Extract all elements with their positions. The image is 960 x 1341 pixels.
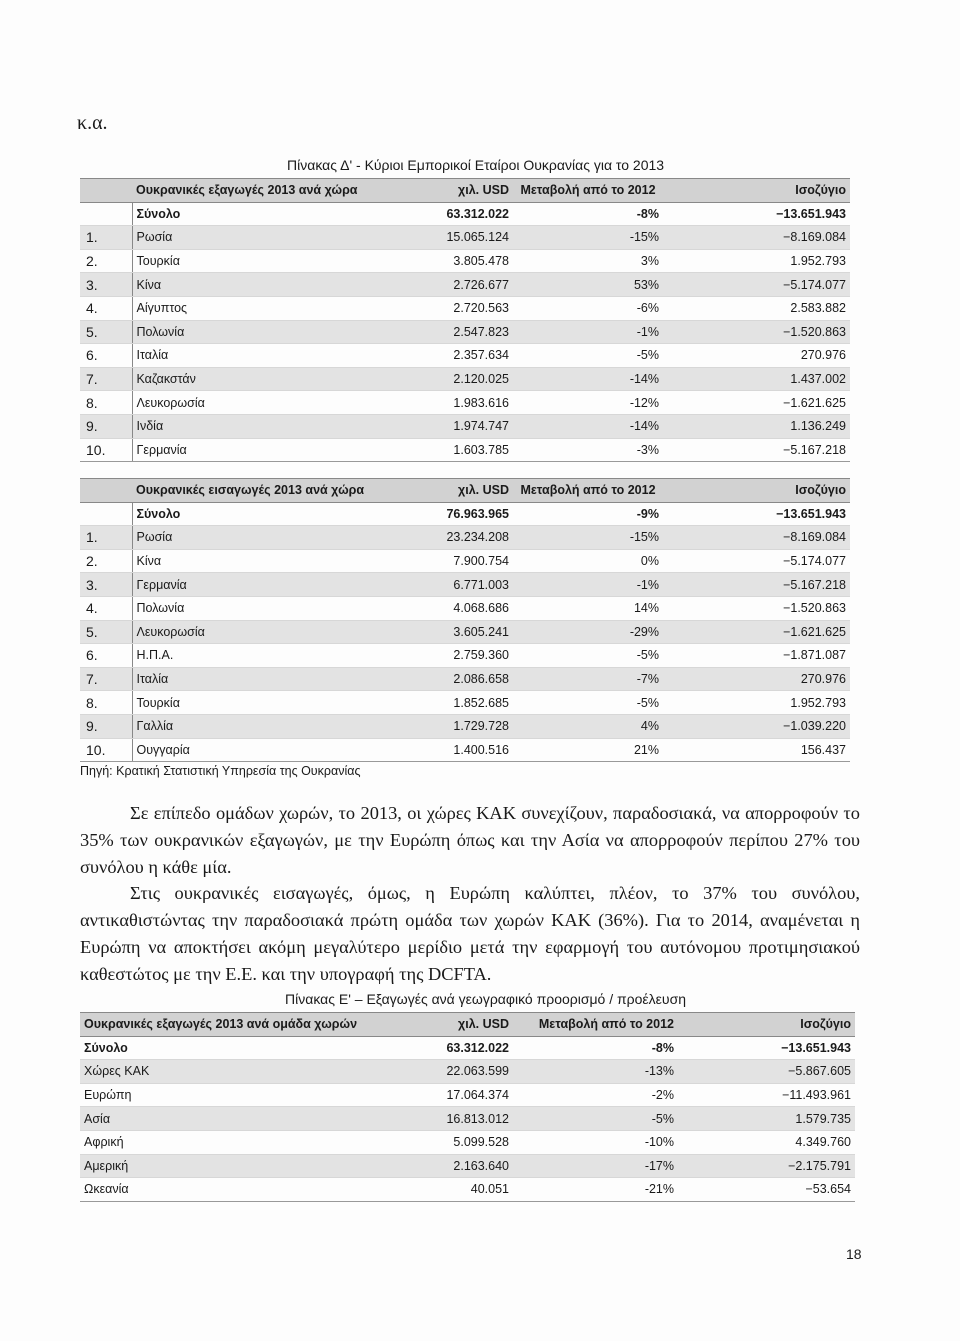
change-cell: 3% xyxy=(513,249,663,273)
balance-cell: −11.493.961 xyxy=(678,1083,855,1107)
table-row xyxy=(80,573,850,597)
value-cell: 22.063.599 xyxy=(408,1060,513,1084)
rank-cell: 1. xyxy=(80,526,132,550)
rank-cell: 9. xyxy=(80,714,132,738)
change-cell: -6% xyxy=(513,296,663,320)
header-cell: Ισοζύγιο xyxy=(663,179,850,203)
rank-cell: 7. xyxy=(80,667,132,691)
change-cell: -13% xyxy=(513,1060,678,1084)
rank-cell: 10. xyxy=(80,438,132,462)
value-cell: 7.900.754 xyxy=(408,549,513,573)
value-cell: 17.064.374 xyxy=(408,1083,513,1107)
balance-cell: 1.952.793 xyxy=(663,249,850,273)
country-cell: Πολωνία xyxy=(132,320,408,344)
change-cell: -5% xyxy=(513,644,663,668)
value-cell: 16.813.012 xyxy=(408,1107,513,1131)
balance-cell: −1.039.220 xyxy=(663,714,850,738)
body-text xyxy=(80,800,860,988)
value-cell: 2.720.563 xyxy=(408,296,513,320)
balance-cell: −1.621.625 xyxy=(663,391,850,415)
table-row xyxy=(80,249,850,273)
value-cell: 3.805.478 xyxy=(408,249,513,273)
change-cell: -12% xyxy=(513,391,663,415)
balance-cell: −5.167.218 xyxy=(663,573,850,597)
country-cell: Κίνα xyxy=(132,549,408,573)
balance-cell: 1.136.249 xyxy=(663,414,850,438)
header-spacer xyxy=(80,479,132,503)
country-cell: Η.Π.Α. xyxy=(132,644,408,668)
value-cell: 76.963.965 xyxy=(408,502,513,526)
country-cell: Ρωσία xyxy=(132,226,408,250)
value-cell: 40.051 xyxy=(408,1178,513,1202)
change-cell: -14% xyxy=(513,367,663,391)
country-cell: Αίγυπτος xyxy=(132,296,408,320)
balance-cell: −1.520.863 xyxy=(663,596,850,620)
table-row xyxy=(80,414,850,438)
value-cell: 2.163.640 xyxy=(408,1154,513,1178)
value-cell: 1.400.516 xyxy=(408,738,513,762)
header-cell: Ουκρανικές εξαγωγές 2013 ανά ομάδα χωρών xyxy=(80,1013,408,1037)
change-cell: -1% xyxy=(513,320,663,344)
table-row xyxy=(80,549,850,573)
label-cell: Σύνολο xyxy=(132,502,408,526)
table-row xyxy=(80,391,850,415)
value-cell: 2.726.677 xyxy=(408,273,513,297)
header-cell: Ουκρανικές εισαγωγές 2013 ανά χώρα xyxy=(132,479,408,503)
country-cell: Γαλλία xyxy=(132,714,408,738)
table-header-row xyxy=(80,1013,855,1037)
group-cell: Ωκεανία xyxy=(80,1178,408,1202)
header-cell: χιλ. USD xyxy=(408,479,513,503)
change-cell: -9% xyxy=(513,502,663,526)
balance-cell: 4.349.760 xyxy=(678,1130,855,1154)
balance-cell: −1.520.863 xyxy=(663,320,850,344)
country-cell: Ουγγαρία xyxy=(132,738,408,762)
balance-cell: −5.867.605 xyxy=(678,1060,855,1084)
table-row xyxy=(80,438,850,462)
table-row xyxy=(80,226,850,250)
table-row xyxy=(80,691,850,715)
country-cell: Κίνα xyxy=(132,273,408,297)
rank-cell: 2. xyxy=(80,549,132,573)
balance-cell: 270.976 xyxy=(663,667,850,691)
change-cell: -5% xyxy=(513,1107,678,1131)
label-cell: Σύνολο xyxy=(80,1036,408,1060)
value-cell: 1.983.616 xyxy=(408,391,513,415)
header-cell: Μεταβολή από το 2012 xyxy=(513,479,663,503)
rank-cell: 7. xyxy=(80,367,132,391)
country-cell: Τουρκία xyxy=(132,249,408,273)
total-row xyxy=(80,202,850,226)
exports-by-region-table xyxy=(80,1012,855,1202)
change-cell: -5% xyxy=(513,344,663,368)
balance-cell: 1.437.002 xyxy=(663,367,850,391)
table-row xyxy=(80,344,850,368)
header-cell: Μεταβολή από το 2012 xyxy=(513,1013,678,1037)
country-cell: Ιταλία xyxy=(132,344,408,368)
rank-cell: 8. xyxy=(80,691,132,715)
table-row xyxy=(80,738,850,762)
change-cell: -15% xyxy=(513,526,663,550)
balance-cell: −8.169.084 xyxy=(663,526,850,550)
table-row xyxy=(80,644,850,668)
balance-cell: 2.583.882 xyxy=(663,296,850,320)
rank-cell: 6. xyxy=(80,644,132,668)
change-cell: -29% xyxy=(513,620,663,644)
balance-cell: −5.167.218 xyxy=(663,438,850,462)
rank-cell xyxy=(80,502,132,526)
table-row xyxy=(80,1154,855,1178)
table-source-note: Πηγή: Κρατική Στατιστική Υπηρεσία της Ουκρανίας xyxy=(80,764,361,778)
table-header-row xyxy=(80,479,850,503)
table-row xyxy=(80,320,850,344)
header-cell: Ισοζύγιο xyxy=(678,1013,855,1037)
body-paragraph: Σε επίπεδο ομάδων χωρών, το 2013, οι χώρες ΚΑΚ συνεχίζουν, παραδοσιακά, να απορροφούν το 35% των ουκρανικών εξαγωγών, με την Ευρώπη όπως και την Ασία να απορροφούν περίπου 27% του συνόλου η κάθε μία. xyxy=(80,803,860,877)
total-row xyxy=(80,1036,855,1060)
table-row xyxy=(80,596,850,620)
table-row xyxy=(80,1107,855,1131)
change-cell: -1% xyxy=(513,573,663,597)
change-cell: -10% xyxy=(513,1130,678,1154)
imports-by-country-table xyxy=(80,478,850,762)
group-cell: Αφρική xyxy=(80,1130,408,1154)
rank-cell: 5. xyxy=(80,620,132,644)
value-cell: 63.312.022 xyxy=(408,202,513,226)
balance-cell: −8.169.084 xyxy=(663,226,850,250)
balance-cell: −13.651.943 xyxy=(678,1036,855,1060)
change-cell: -17% xyxy=(513,1154,678,1178)
balance-cell: 1.579.735 xyxy=(678,1107,855,1131)
value-cell: 3.605.241 xyxy=(408,620,513,644)
balance-cell: −1.621.625 xyxy=(663,620,850,644)
change-cell: 21% xyxy=(513,738,663,762)
table-row xyxy=(80,296,850,320)
page-number: 18 xyxy=(846,1246,862,1262)
value-cell: 2.086.658 xyxy=(408,667,513,691)
table-row xyxy=(80,1060,855,1084)
country-cell: Καζακστάν xyxy=(132,367,408,391)
group-cell: Ασία xyxy=(80,1107,408,1131)
value-cell: 2.357.634 xyxy=(408,344,513,368)
value-cell: 2.759.360 xyxy=(408,644,513,668)
balance-cell: 156.437 xyxy=(663,738,850,762)
balance-cell: 1.952.793 xyxy=(663,691,850,715)
country-cell: Γερμανία xyxy=(132,573,408,597)
rank-cell: 3. xyxy=(80,273,132,297)
value-cell: 63.312.022 xyxy=(408,1036,513,1060)
group-cell: Ευρώπη xyxy=(80,1083,408,1107)
rank-cell: 3. xyxy=(80,573,132,597)
value-cell: 23.234.208 xyxy=(408,526,513,550)
balance-cell: −2.175.791 xyxy=(678,1154,855,1178)
table-row xyxy=(80,273,850,297)
value-cell: 1.729.728 xyxy=(408,714,513,738)
value-cell: 15.065.124 xyxy=(408,226,513,250)
value-cell: 1.974.747 xyxy=(408,414,513,438)
balance-cell: −1.871.087 xyxy=(663,644,850,668)
balance-cell: −5.174.077 xyxy=(663,273,850,297)
header-cell: χιλ. USD xyxy=(408,1013,513,1037)
change-cell: -8% xyxy=(513,202,663,226)
country-cell: Πολωνία xyxy=(132,596,408,620)
rank-cell: 1. xyxy=(80,226,132,250)
change-cell: -21% xyxy=(513,1178,678,1202)
value-cell: 4.068.686 xyxy=(408,596,513,620)
rank-cell: 4. xyxy=(80,596,132,620)
change-cell: -8% xyxy=(513,1036,678,1060)
value-cell: 2.120.025 xyxy=(408,367,513,391)
value-cell: 1.603.785 xyxy=(408,438,513,462)
rank-cell: 5. xyxy=(80,320,132,344)
table-row xyxy=(80,620,850,644)
table-row xyxy=(80,1178,855,1202)
body-paragraph: Στις ουκρανικές εισαγωγές, όμως, η Ευρώπη καλύπτει, πλέον, το 37% του συνόλου, αντικαθιστώντας την παραδοσιακά πρώτη ομάδα των χωρών ΚΑΚ (36%). Για το 2014, αναμένεται η Ευρώπη να αποκτήσει ακόμη μεγαλύτερο μερίδιο μετά την εφαρμογή του αυτόνομου προτιμησιακού καθεστώτος με την Ε.Ε. και την υπογραφή της DCFTA. xyxy=(80,883,860,984)
header-cell: Ισοζύγιο xyxy=(663,479,850,503)
change-cell: -5% xyxy=(513,691,663,715)
change-cell: 53% xyxy=(513,273,663,297)
group-cell: Χώρες ΚΑΚ xyxy=(80,1060,408,1084)
label-cell: Σύνολο xyxy=(132,202,408,226)
table-row xyxy=(80,1130,855,1154)
balance-cell: −53.654 xyxy=(678,1178,855,1202)
change-cell: 14% xyxy=(513,596,663,620)
value-cell: 5.099.528 xyxy=(408,1130,513,1154)
table-d-caption: Πίνακας Δ' - Κύριοι Εμπορικοί Εταίροι Ουκρανίας για το 2013 xyxy=(287,157,665,173)
header-cell: χιλ. USD xyxy=(408,179,513,203)
balance-cell: 270.976 xyxy=(663,344,850,368)
change-cell: -15% xyxy=(513,226,663,250)
country-cell: Τουρκία xyxy=(132,691,408,715)
rank-cell xyxy=(80,202,132,226)
balance-cell: −13.651.943 xyxy=(663,202,850,226)
group-cell: Αμερική xyxy=(80,1154,408,1178)
rank-cell: 10. xyxy=(80,738,132,762)
rank-cell: 2. xyxy=(80,249,132,273)
country-cell: Λευκορωσία xyxy=(132,391,408,415)
table-row xyxy=(80,667,850,691)
header-cell: Ουκρανικές εξαγωγές 2013 ανά χώρα xyxy=(132,179,408,203)
rank-cell: 9. xyxy=(80,414,132,438)
change-cell: -2% xyxy=(513,1083,678,1107)
table-row xyxy=(80,1083,855,1107)
table-row xyxy=(80,714,850,738)
value-cell: 2.547.823 xyxy=(408,320,513,344)
header-spacer xyxy=(80,179,132,203)
change-cell: -7% xyxy=(513,667,663,691)
balance-cell: −13.651.943 xyxy=(663,502,850,526)
balance-cell: −5.174.077 xyxy=(663,549,850,573)
change-cell: 0% xyxy=(513,549,663,573)
table-e-caption: Πίνακας Ε' – Εξαγωγές ανά γεωγραφικό προορισμό / προέλευση xyxy=(285,991,686,1007)
country-cell: Γερμανία xyxy=(132,438,408,462)
change-cell: -14% xyxy=(513,414,663,438)
rank-cell: 6. xyxy=(80,344,132,368)
table-row xyxy=(80,367,850,391)
exports-by-country-table xyxy=(80,178,850,462)
section-heading: κ.α. xyxy=(77,112,108,134)
value-cell: 1.852.685 xyxy=(408,691,513,715)
rank-cell: 4. xyxy=(80,296,132,320)
header-cell: Μεταβολή από το 2012 xyxy=(513,179,663,203)
change-cell: -3% xyxy=(513,438,663,462)
change-cell: 4% xyxy=(513,714,663,738)
country-cell: Ινδία xyxy=(132,414,408,438)
total-row xyxy=(80,502,850,526)
table-header-row xyxy=(80,179,850,203)
country-cell: Ρωσία xyxy=(132,526,408,550)
country-cell: Λευκορωσία xyxy=(132,620,408,644)
country-cell: Ιταλία xyxy=(132,667,408,691)
rank-cell: 8. xyxy=(80,391,132,415)
value-cell: 6.771.003 xyxy=(408,573,513,597)
table-row xyxy=(80,526,850,550)
